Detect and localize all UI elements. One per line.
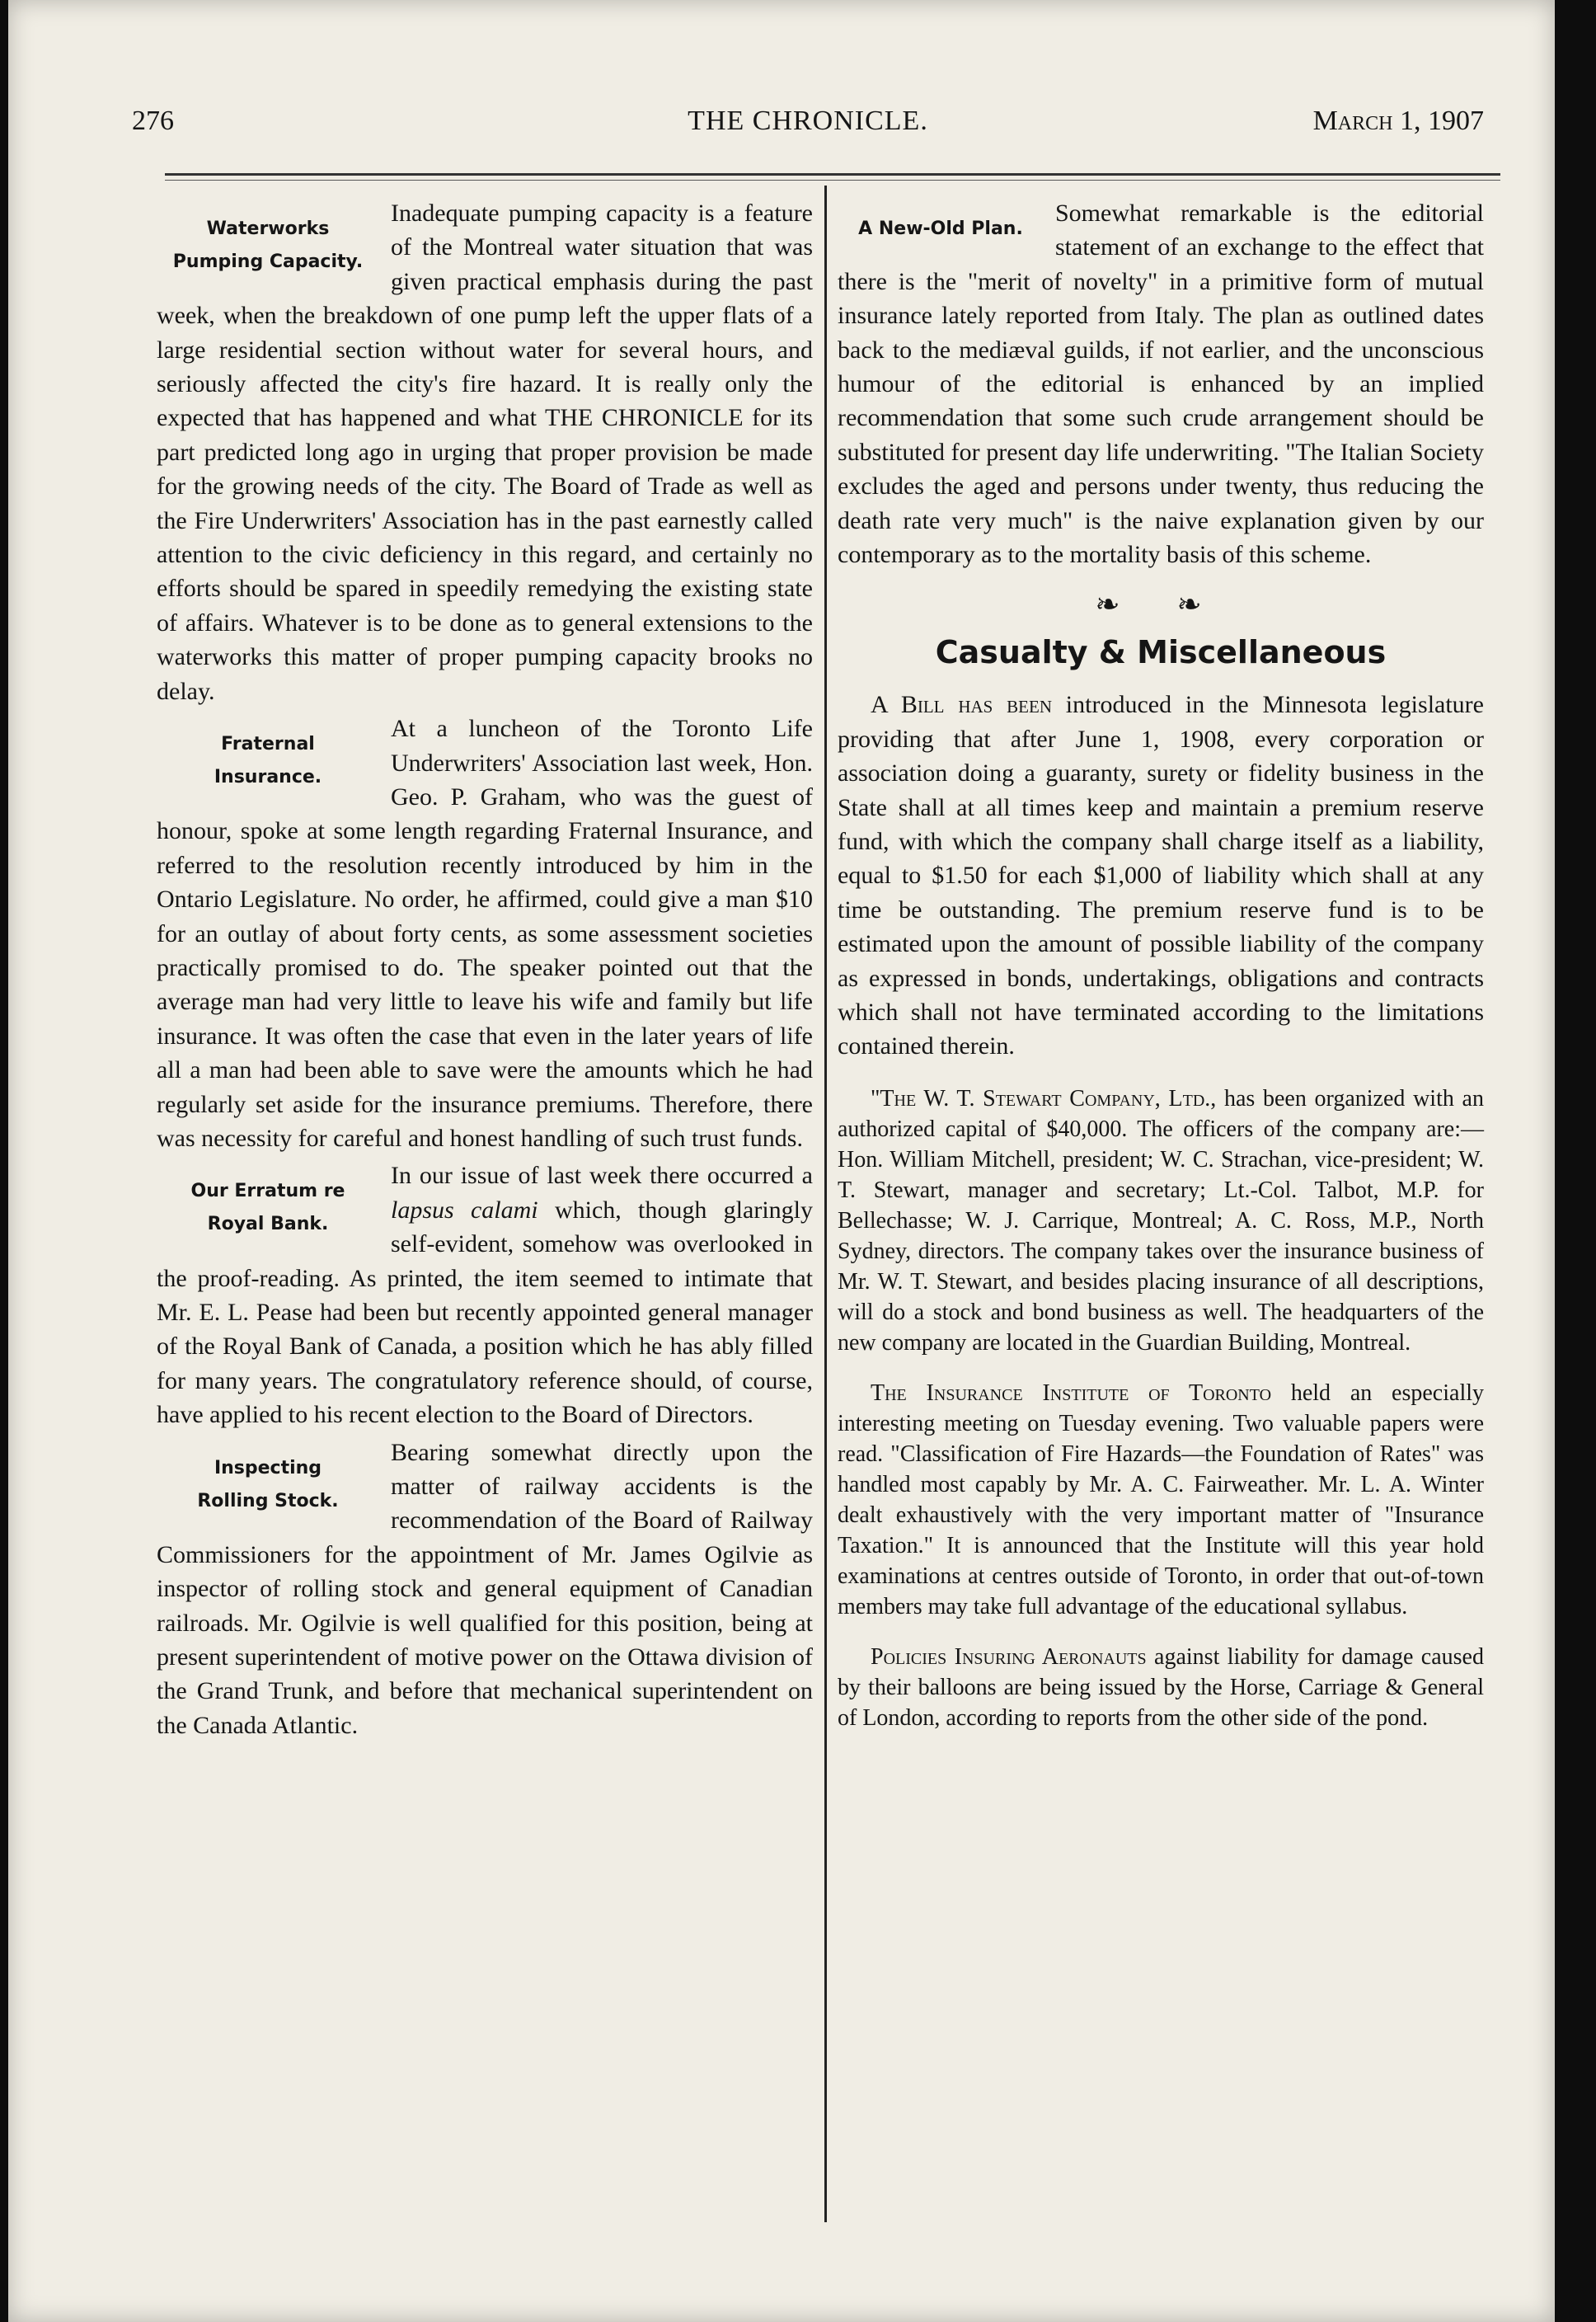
page-header (132, 106, 1484, 155)
side-heading (157, 1452, 379, 1518)
article-text: Inadequate pumping capacity is a feature of the Montreal water situation that was given practical emphasis during the past week, when the breakdown of one pump left the upper flats of a large residential section without water for several hours, and seriously affected the city's fire hazard. It is really only the expected that has happened and what THE CHRONICLE for its part predicted long ago in urging that proper provision be made for the growing needs of the city. The Board of Trade as well as the Fire Underwriters' Association has in the past earnestly called attention to the civic deficiency in this regard, and certainly no efforts should be spared in speedily remedying the existing state of affairs. Whatever is to be done as to general extensions to the waterworks this matter of proper pumping capacity brooks no delay. (157, 200, 813, 705)
side-heading-line: Inspecting (214, 1457, 322, 1478)
news-item (838, 1083, 1484, 1358)
column-divider (824, 186, 827, 2222)
news-item (838, 1378, 1484, 1622)
header-rule-thin (165, 180, 1500, 181)
side-heading (838, 213, 1044, 246)
news-item (838, 688, 1484, 1063)
issue-date: March 1, 1907 (1312, 106, 1484, 136)
side-heading-line: Our Erratum re (190, 1181, 345, 1202)
item-text: has been organized with an authorized capital of $40,000. The officers of the company are:—Hon. William Mitchell, president; W. C. Strachan, vice-president; W. T. Stewart, manager and secretary; Lt.-Col. Talbot, M.P. for Bellechasse; W. J. Carrique, Montreal; A. C. Ross, M.P., North Sydney, directors. The company takes over the insurance business of Mr. W. T. Stewart, and besides placing insurance of all descriptions, will do a stock and bond business as well. The headquarters of the new company are located in the Guardian Building, Montreal. (838, 1085, 1484, 1356)
news-item (838, 1642, 1484, 1733)
article-rolling-stock (157, 1436, 813, 1743)
item-lead: "The W. T. Stewart Company, Ltd., (871, 1085, 1217, 1112)
item-lead: The Insurance Institute of Toronto (871, 1380, 1272, 1406)
item-text: against liability for damage caused by their balloons are being issued by the Horse, Carriage & General of London, according to reports from the other side of the pond. (838, 1643, 1484, 1731)
item-text: introduced in the Minnesota legislature providing that after June 1, 1908, every corporation or association doing a guaranty, surety or fidelity business in the State shall at all times keep and maintain a premium reserve fund, with which the company shall charge itself as a liability, equal to $1.50 for each $1,000 of liability which shall at any time be outstanding. The premium reserve fund is to be estimated upon the amount of possible liability of the company as expressed in bonds, undertakings, obligations and contracts which shall not have terminated according to the limitations contained therein. (838, 691, 1484, 1060)
article-new-old-plan (838, 196, 1484, 571)
side-heading-line: Waterworks (206, 219, 330, 239)
side-heading (157, 728, 379, 794)
item-lead: A Bill has been (871, 691, 1052, 719)
side-heading-line: Pumping Capacity. (172, 251, 364, 272)
text-segment: which, though glaringly self-evident, somehow was overlooked in the proof-reading. As printed, the item seemed to intimate that Mr. E. L. Pease had been but recently appointed general manager of the Royal Bank of Canada, a position which he has ably filled for many years. The congratulatory reference should, of course, have applied to his recent election to the Board of Directors. (157, 1196, 813, 1429)
article-erratum (157, 1159, 813, 1431)
article-text: At a luncheon of the Toronto Life Underwriters' Association last week, Hon. Geo. P. Graham, who was the guest of honour, spoke at some length regarding Fraternal Insurance, and referred to the resolution recently introduced by him in the Ontario Legislature. No order, he affirmed, could give a man $10 for an outlay of about forty cents, as some assessment societies practically promised to do. The speaker pointed out that the average man had very little to leave his wife and family but life insurance. It was often the case that even in the later years of life all a man had been able to save were the amounts which he had regularly set aside for the insurance premiums. Therefore, there was necessity for careful and honest handling of such trust funds. (157, 715, 813, 1152)
newspaper-page (8, 0, 1555, 2322)
article-fraternal (157, 712, 813, 1155)
italic-phrase: lapsus calami (391, 1196, 538, 1224)
side-heading (157, 213, 379, 279)
left-column (157, 196, 813, 1746)
side-heading-line: Fraternal (221, 734, 315, 755)
ornament-dingbat: ❧ ❧ (1095, 588, 1227, 622)
masthead-title: THE CHRONICLE. (688, 106, 928, 136)
side-heading-line: Insurance. (214, 767, 322, 788)
side-heading-line: Rolling Stock. (197, 1490, 339, 1511)
article-text: Bearing somewhat directly upon the matter of railway accidents is the recommendation of the Board of Railway Commissioners for the appointment of Mr. James Ogilvie as inspector of rolling stock and general equipment of Canadian railroads. Mr. Ogilvie is well qualified for this position, being at present superintendent of motive power on the Ottawa division of the Grand Trunk, and before that mechanical superintendent on the Canada Atlantic. (157, 1438, 813, 1739)
item-text: held an especially interesting meeting on Tuesday evening. Two valuable papers were read. "Classification of Fire Hazards—the Foundation of Rates" was handled most capably by Mr. A. C. Fairweather. Mr. L. A. Winter dealt exhaustively with the very important matter of "Insurance Taxation." It is announced that the Institute will this year hold examinations at centres outside of Toronto, in order that out-of-town members may take full advantage of the educational syllabus. (838, 1380, 1484, 1619)
text-segment: In our issue of last week there occurred a (391, 1162, 813, 1190)
side-heading (157, 1175, 379, 1241)
section-heading: Casualty & Miscellaneous (935, 633, 1387, 670)
header-rule (165, 173, 1500, 176)
side-heading-line: Royal Bank. (207, 1214, 329, 1235)
item-lead: Policies Insuring Aeronauts (871, 1643, 1147, 1670)
page-number: 276 (132, 106, 174, 136)
article-text: Somewhat remarkable is the editorial statement of an exchange to the effect that there is the "merit of novelty" in a primitive form of mutual insurance lately reported from Italy. The plan as outlined dates back to the mediæval guilds, if not earlier, and the unconscious humour of the editorial is enhanced by an implied recommendation that some such crude arrangement should be substituted for present day life underwriting. "The Italian Society excludes the aged and persons under twenty, thus reducing the death rate very much" is the naive explanation given by our contemporary as to the mortality basis of this scheme. (838, 200, 1484, 569)
side-heading-line: A New-Old Plan. (858, 219, 1023, 239)
right-column (838, 196, 1484, 1753)
article-waterworks (157, 196, 813, 708)
